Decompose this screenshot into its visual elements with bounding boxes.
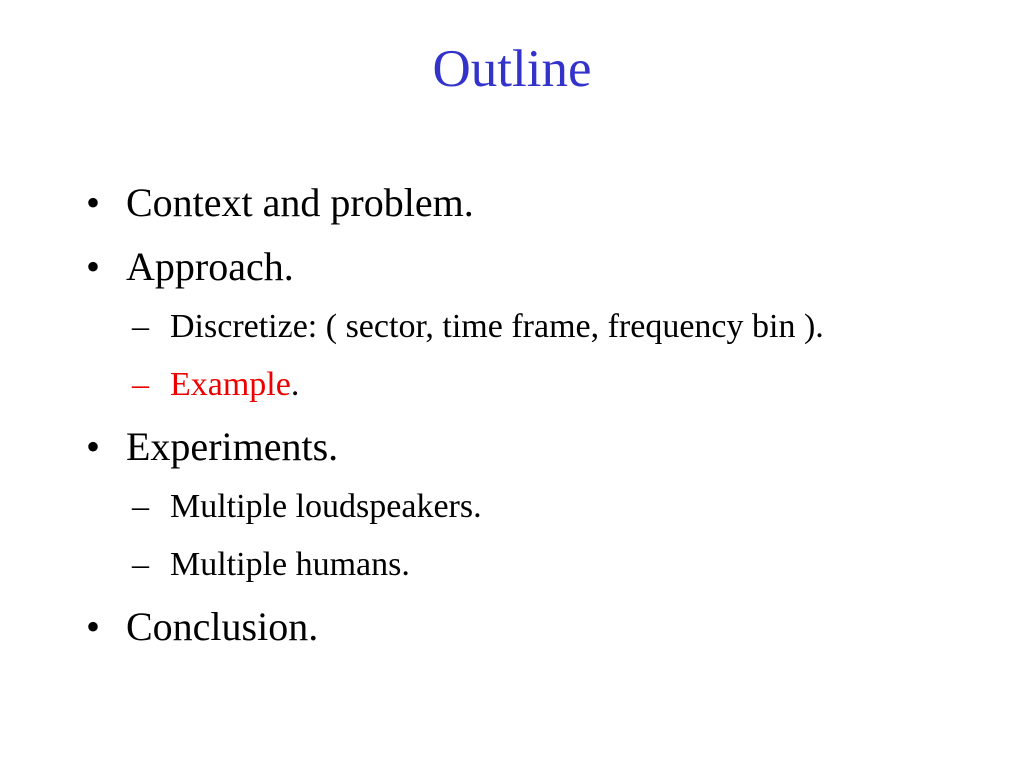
bullet-marker: •	[86, 424, 101, 469]
sub-bullet-marker: –	[132, 546, 149, 583]
slide-title: Outline	[432, 40, 592, 98]
bullet-text: Approach.	[126, 244, 294, 289]
sub-bullet-item	[132, 545, 410, 585]
sub-bullet-marker: –	[132, 308, 149, 345]
sub-bullet-item	[132, 365, 299, 405]
bullet-item	[86, 423, 338, 471]
sub-bullet-item	[132, 487, 482, 527]
bullet-marker: •	[86, 244, 101, 289]
bullet-marker: •	[86, 604, 101, 649]
highlighted-text: Example	[170, 366, 291, 403]
bullet-marker: •	[86, 180, 101, 225]
bullet-text: Experiments.	[126, 424, 339, 469]
sub-bullet-item	[132, 307, 824, 347]
sub-bullet-text: Multiple humans.	[170, 546, 410, 583]
bullet-item	[86, 179, 474, 227]
bullet-item	[86, 603, 318, 651]
sub-bullet-suffix: .	[290, 366, 300, 403]
sub-bullet-marker: –	[132, 366, 149, 403]
sub-bullet-marker: –	[132, 488, 149, 525]
bullet-item	[86, 243, 294, 291]
sub-bullet-text: Discretize: ( sector, time frame, frequency bin ).	[170, 308, 824, 345]
bullet-text: Context and problem.	[126, 180, 474, 225]
bullet-text: Conclusion.	[126, 604, 319, 649]
sub-bullet-text: Multiple loudspeakers.	[170, 488, 482, 525]
